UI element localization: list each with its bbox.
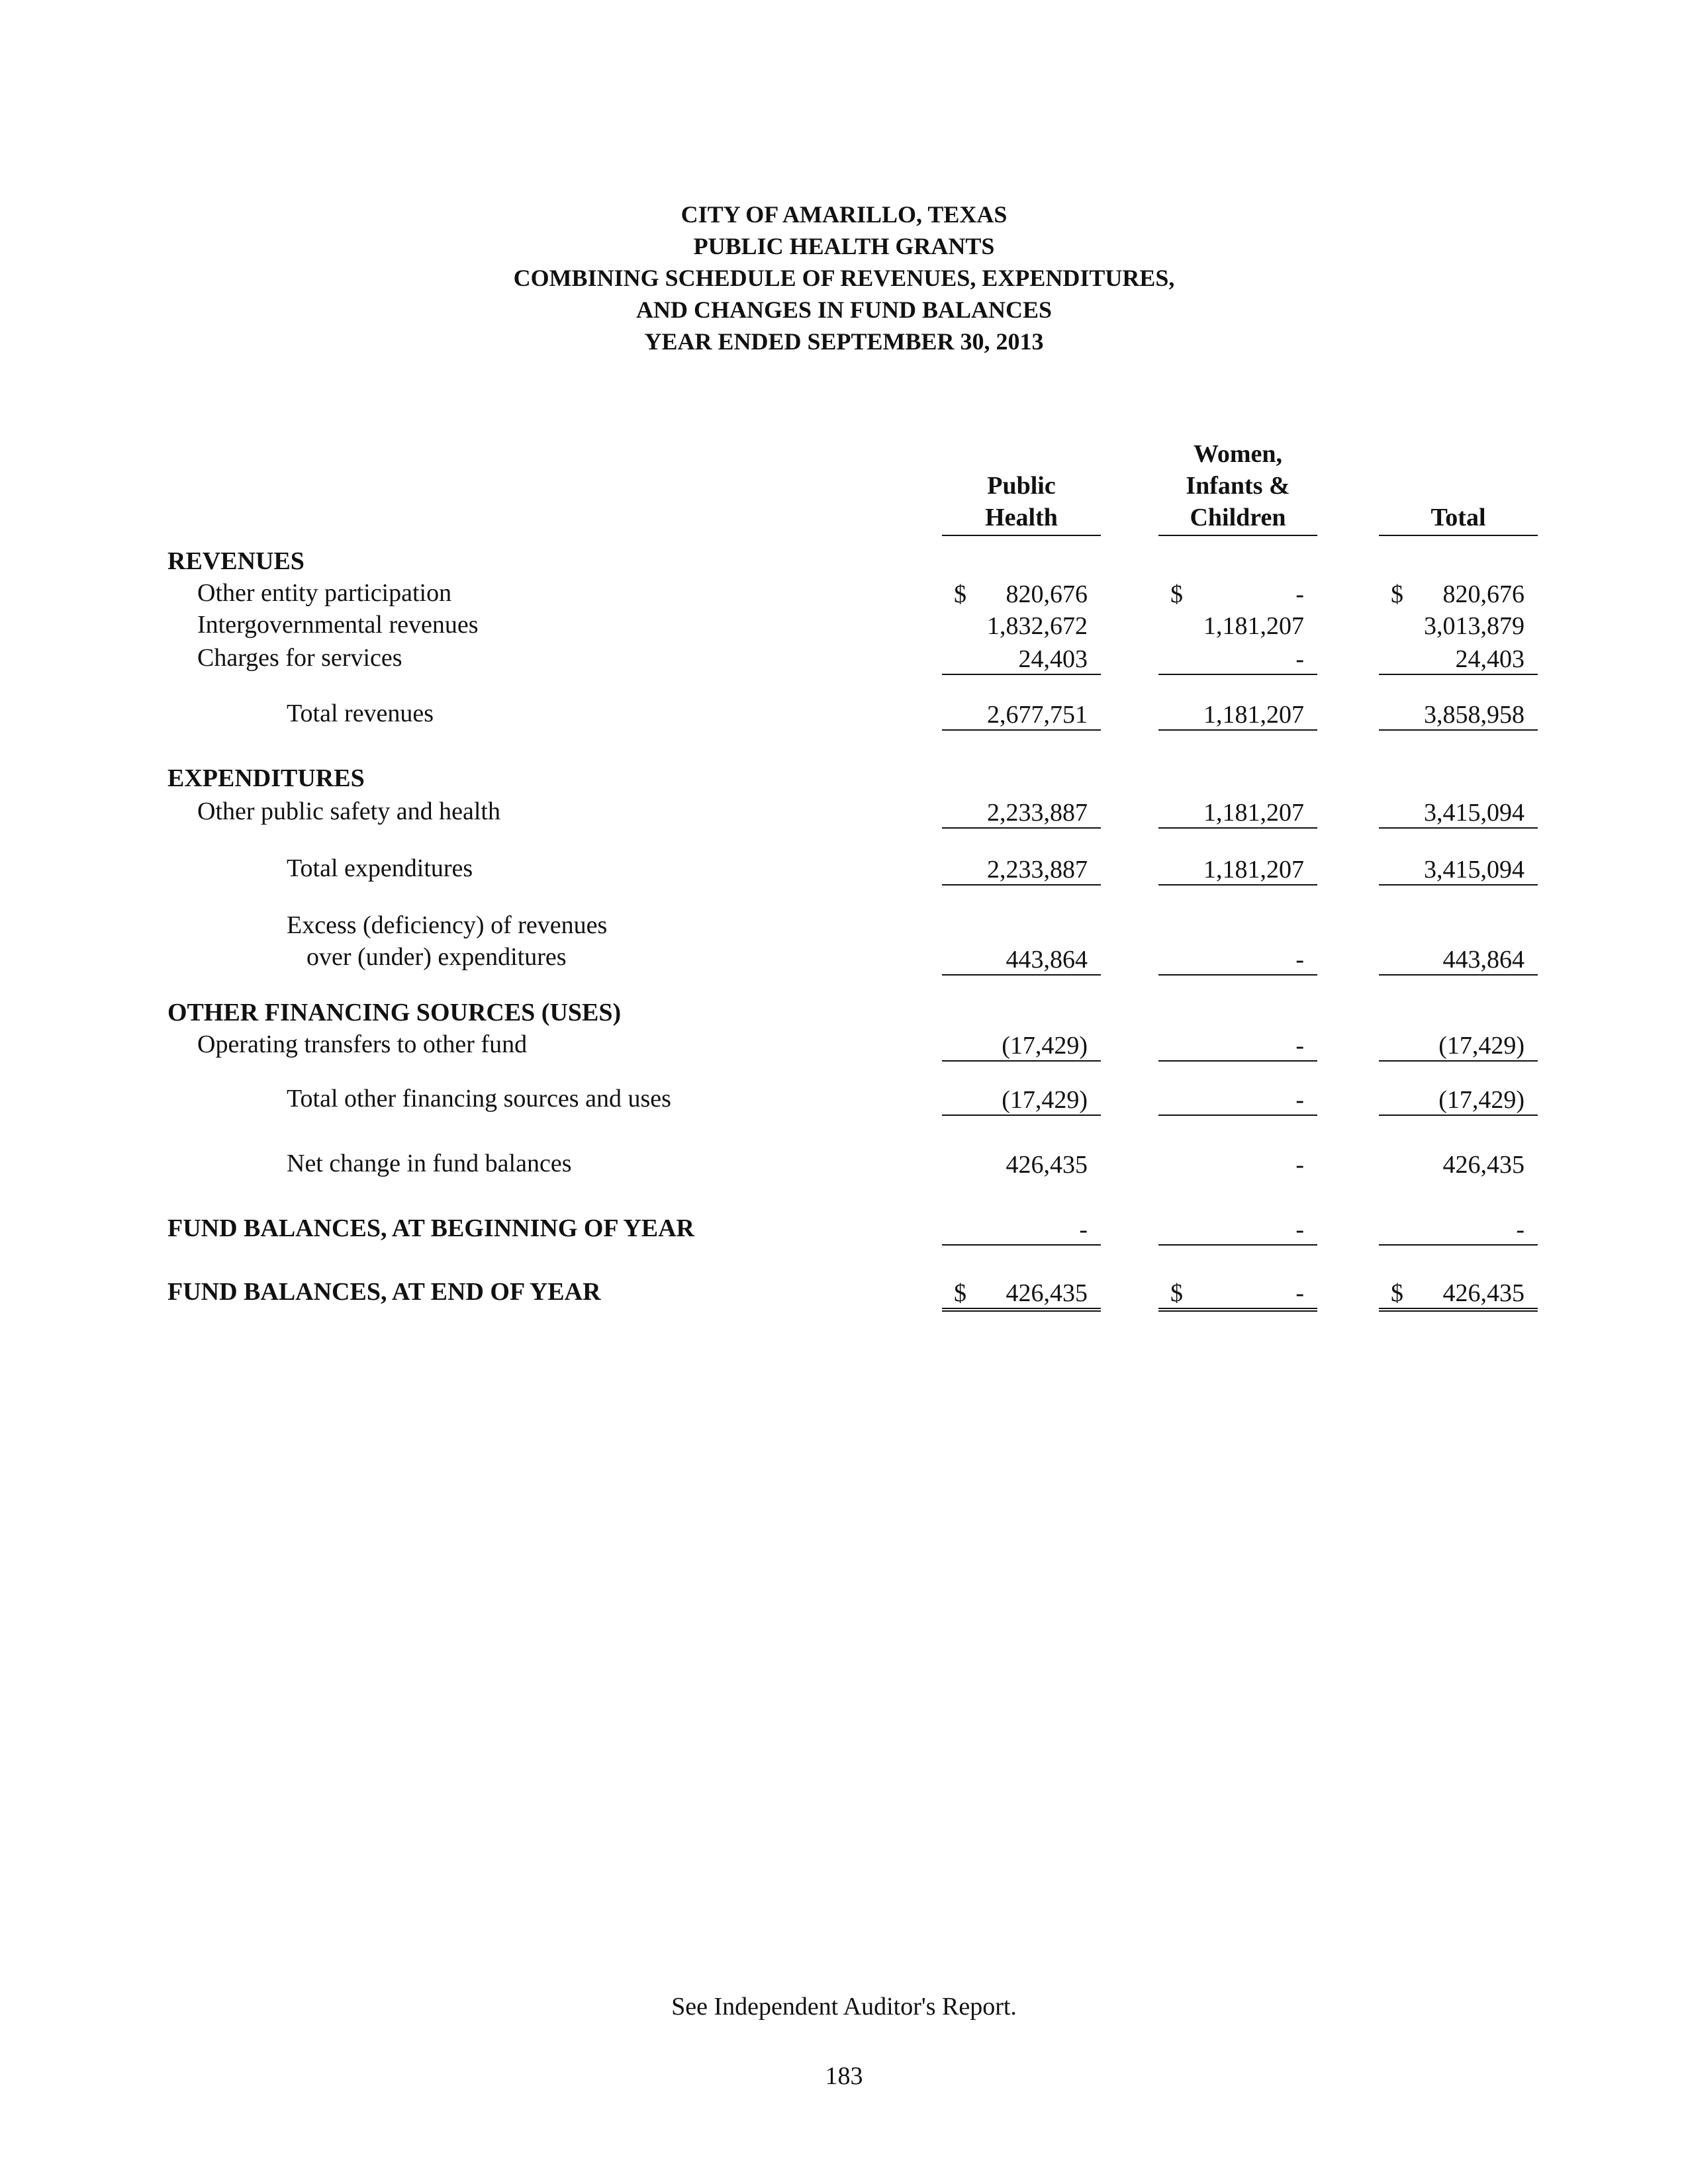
dollar-sign: $	[1170, 580, 1183, 608]
cell-value: 3,415,094	[1424, 799, 1524, 827]
cell-value: -	[1516, 1216, 1524, 1244]
cell-excess-wic	[1158, 944, 1317, 976]
cell-charges-public-health	[942, 643, 1101, 675]
row-label-total-expenditures: Total expenditures	[287, 854, 473, 882]
section-fund-balances-end: FUND BALANCES, AT END OF YEAR	[167, 1278, 601, 1306]
cell-value: -	[1295, 1216, 1304, 1244]
column-underline	[1379, 535, 1538, 536]
dollar-sign: $	[954, 1279, 966, 1307]
cell-total-revenues-public-health	[942, 699, 1101, 731]
row-label-total-other: Total other financing sources and uses	[287, 1085, 671, 1113]
cell-value: -	[1079, 1216, 1088, 1244]
auditor-note: See Independent Auditor's Report.	[671, 1993, 1017, 2021]
cell-other-entity-total	[1379, 578, 1538, 610]
cell-value: (17,429)	[1438, 1032, 1524, 1060]
row-label-op-transfers: Operating transfers to other fund	[197, 1030, 528, 1058]
cell-intergov-wic	[1158, 610, 1317, 642]
column-header-line: Total	[1430, 504, 1486, 531]
cell-total-other-public-health	[942, 1084, 1101, 1116]
cell-value: -	[1295, 1086, 1304, 1114]
cell-charges-wic	[1158, 643, 1317, 675]
column-underline	[1158, 535, 1317, 536]
column-header-line: Infants &	[1186, 472, 1290, 500]
section-revenues: REVENUES	[167, 547, 305, 575]
cell-value: -	[1295, 580, 1304, 608]
row-label-charges: Charges for services	[197, 644, 402, 672]
cell-value: -	[1295, 1032, 1304, 1060]
row-label-excess-line-1: Excess (deficiency) of revenues	[287, 911, 608, 939]
row-label-intergov: Intergovernmental revenues	[197, 611, 479, 639]
row-label-other-public: Other public safety and health	[197, 797, 500, 825]
page-number: 183	[825, 2062, 863, 2090]
column-header-line: Health	[985, 504, 1058, 531]
column-header-line: Women,	[1193, 440, 1283, 468]
cell-value: 1,181,207	[1203, 612, 1304, 640]
cell-total-other-wic	[1158, 1084, 1317, 1116]
column-header-line: Public	[987, 472, 1056, 500]
cell-value: 1,181,207	[1203, 856, 1304, 884]
cell-fb-end-total	[1379, 1277, 1538, 1312]
cell-value: 2,233,887	[987, 856, 1088, 884]
cell-other-entity-public-health	[942, 578, 1101, 610]
cell-op-transfers-wic	[1158, 1030, 1317, 1062]
dollar-sign: $	[1391, 580, 1403, 608]
cell-other-public-public-health	[942, 797, 1101, 829]
row-label-other-entity: Other entity participation	[197, 579, 452, 607]
header-line-1: CITY OF AMARILLO, TEXAS	[680, 201, 1008, 228]
cell-value: 426,435	[1442, 1151, 1524, 1179]
report-header	[0, 199, 1688, 357]
section-expenditures: EXPENDITURES	[167, 764, 365, 792]
cell-value: 1,181,207	[1203, 799, 1304, 827]
section-fund-balances-beginning: FUND BALANCES, AT BEGINNING OF YEAR	[167, 1214, 694, 1242]
cell-total-expenditures-total	[1379, 854, 1538, 886]
header-line-3: COMBINING SCHEDULE OF REVENUES, EXPENDITURES,	[513, 265, 1175, 291]
header-line-2: PUBLIC HEALTH GRANTS	[693, 233, 995, 259]
row-label-excess-line-2: over (under) expenditures	[306, 943, 567, 971]
dollar-sign: $	[1170, 1279, 1183, 1307]
row-label-net-change: Net change in fund balances	[287, 1150, 572, 1177]
cell-value: 426,435	[1006, 1279, 1088, 1307]
cell-total-revenues-wic	[1158, 699, 1317, 731]
section-other-financing: OTHER FINANCING SOURCES (USES)	[167, 999, 622, 1026]
cell-value: -	[1295, 946, 1304, 974]
cell-value: 443,864	[1442, 946, 1524, 974]
cell-value: -	[1295, 1151, 1304, 1179]
row-label-total-revenues: Total revenues	[287, 700, 434, 727]
cell-fb-begin-wic	[1158, 1214, 1317, 1246]
cell-op-transfers-total	[1379, 1030, 1538, 1062]
cell-fb-end-wic	[1158, 1277, 1317, 1312]
cell-value: -	[1295, 645, 1304, 673]
cell-value: 443,864	[1006, 946, 1088, 974]
cell-value: (17,429)	[1438, 1086, 1524, 1114]
cell-value: 24,403	[1018, 645, 1088, 673]
cell-total-other-total	[1379, 1084, 1538, 1116]
cell-intergov-public-health	[942, 610, 1101, 642]
cell-net-change-wic	[1158, 1149, 1317, 1181]
cell-other-public-wic	[1158, 797, 1317, 829]
cell-value: 426,435	[1442, 1279, 1524, 1307]
column-underline	[942, 535, 1101, 536]
cell-value: -	[1295, 1279, 1304, 1307]
cell-fb-begin-total	[1379, 1214, 1538, 1246]
dollar-sign: $	[954, 580, 966, 608]
column-header-line: Children	[1190, 504, 1286, 531]
cell-fb-begin-public-health	[942, 1214, 1101, 1246]
cell-value: 2,677,751	[987, 701, 1088, 729]
cell-total-revenues-total	[1379, 699, 1538, 731]
cell-value: 820,676	[1006, 580, 1088, 608]
cell-total-expenditures-public-health	[942, 854, 1101, 886]
cell-value: 1,181,207	[1203, 701, 1304, 729]
cell-other-public-total	[1379, 797, 1538, 829]
cell-value: 820,676	[1442, 580, 1524, 608]
column-header-public-health	[942, 470, 1101, 533]
cell-intergov-total	[1379, 610, 1538, 642]
cell-value: 3,013,879	[1424, 612, 1524, 640]
cell-net-change-total	[1379, 1149, 1538, 1181]
cell-value: 2,233,887	[987, 799, 1088, 827]
cell-charges-total	[1379, 643, 1538, 675]
cell-value: 24,403	[1455, 645, 1524, 673]
header-line-5: YEAR ENDED SEPTEMBER 30, 2013	[644, 328, 1044, 355]
column-header-wic	[1158, 438, 1317, 533]
cell-total-expenditures-wic	[1158, 854, 1317, 886]
cell-op-transfers-public-health	[942, 1030, 1101, 1062]
header-line-4: AND CHANGES IN FUND BALANCES	[635, 296, 1053, 323]
cell-value: 3,415,094	[1424, 856, 1524, 884]
cell-other-entity-wic	[1158, 578, 1317, 610]
cell-net-change-public-health	[942, 1149, 1101, 1181]
cell-value: (17,429)	[1002, 1032, 1088, 1060]
column-header-total	[1379, 502, 1538, 533]
cell-value: 3,858,958	[1424, 701, 1524, 729]
cell-value: 426,435	[1006, 1151, 1088, 1179]
dollar-sign: $	[1391, 1279, 1403, 1307]
cell-fb-end-public-health	[942, 1277, 1101, 1312]
cell-value: (17,429)	[1002, 1086, 1088, 1114]
cell-excess-public-health	[942, 944, 1101, 976]
cell-excess-total	[1379, 944, 1538, 976]
cell-value: 1,832,672	[987, 612, 1088, 640]
